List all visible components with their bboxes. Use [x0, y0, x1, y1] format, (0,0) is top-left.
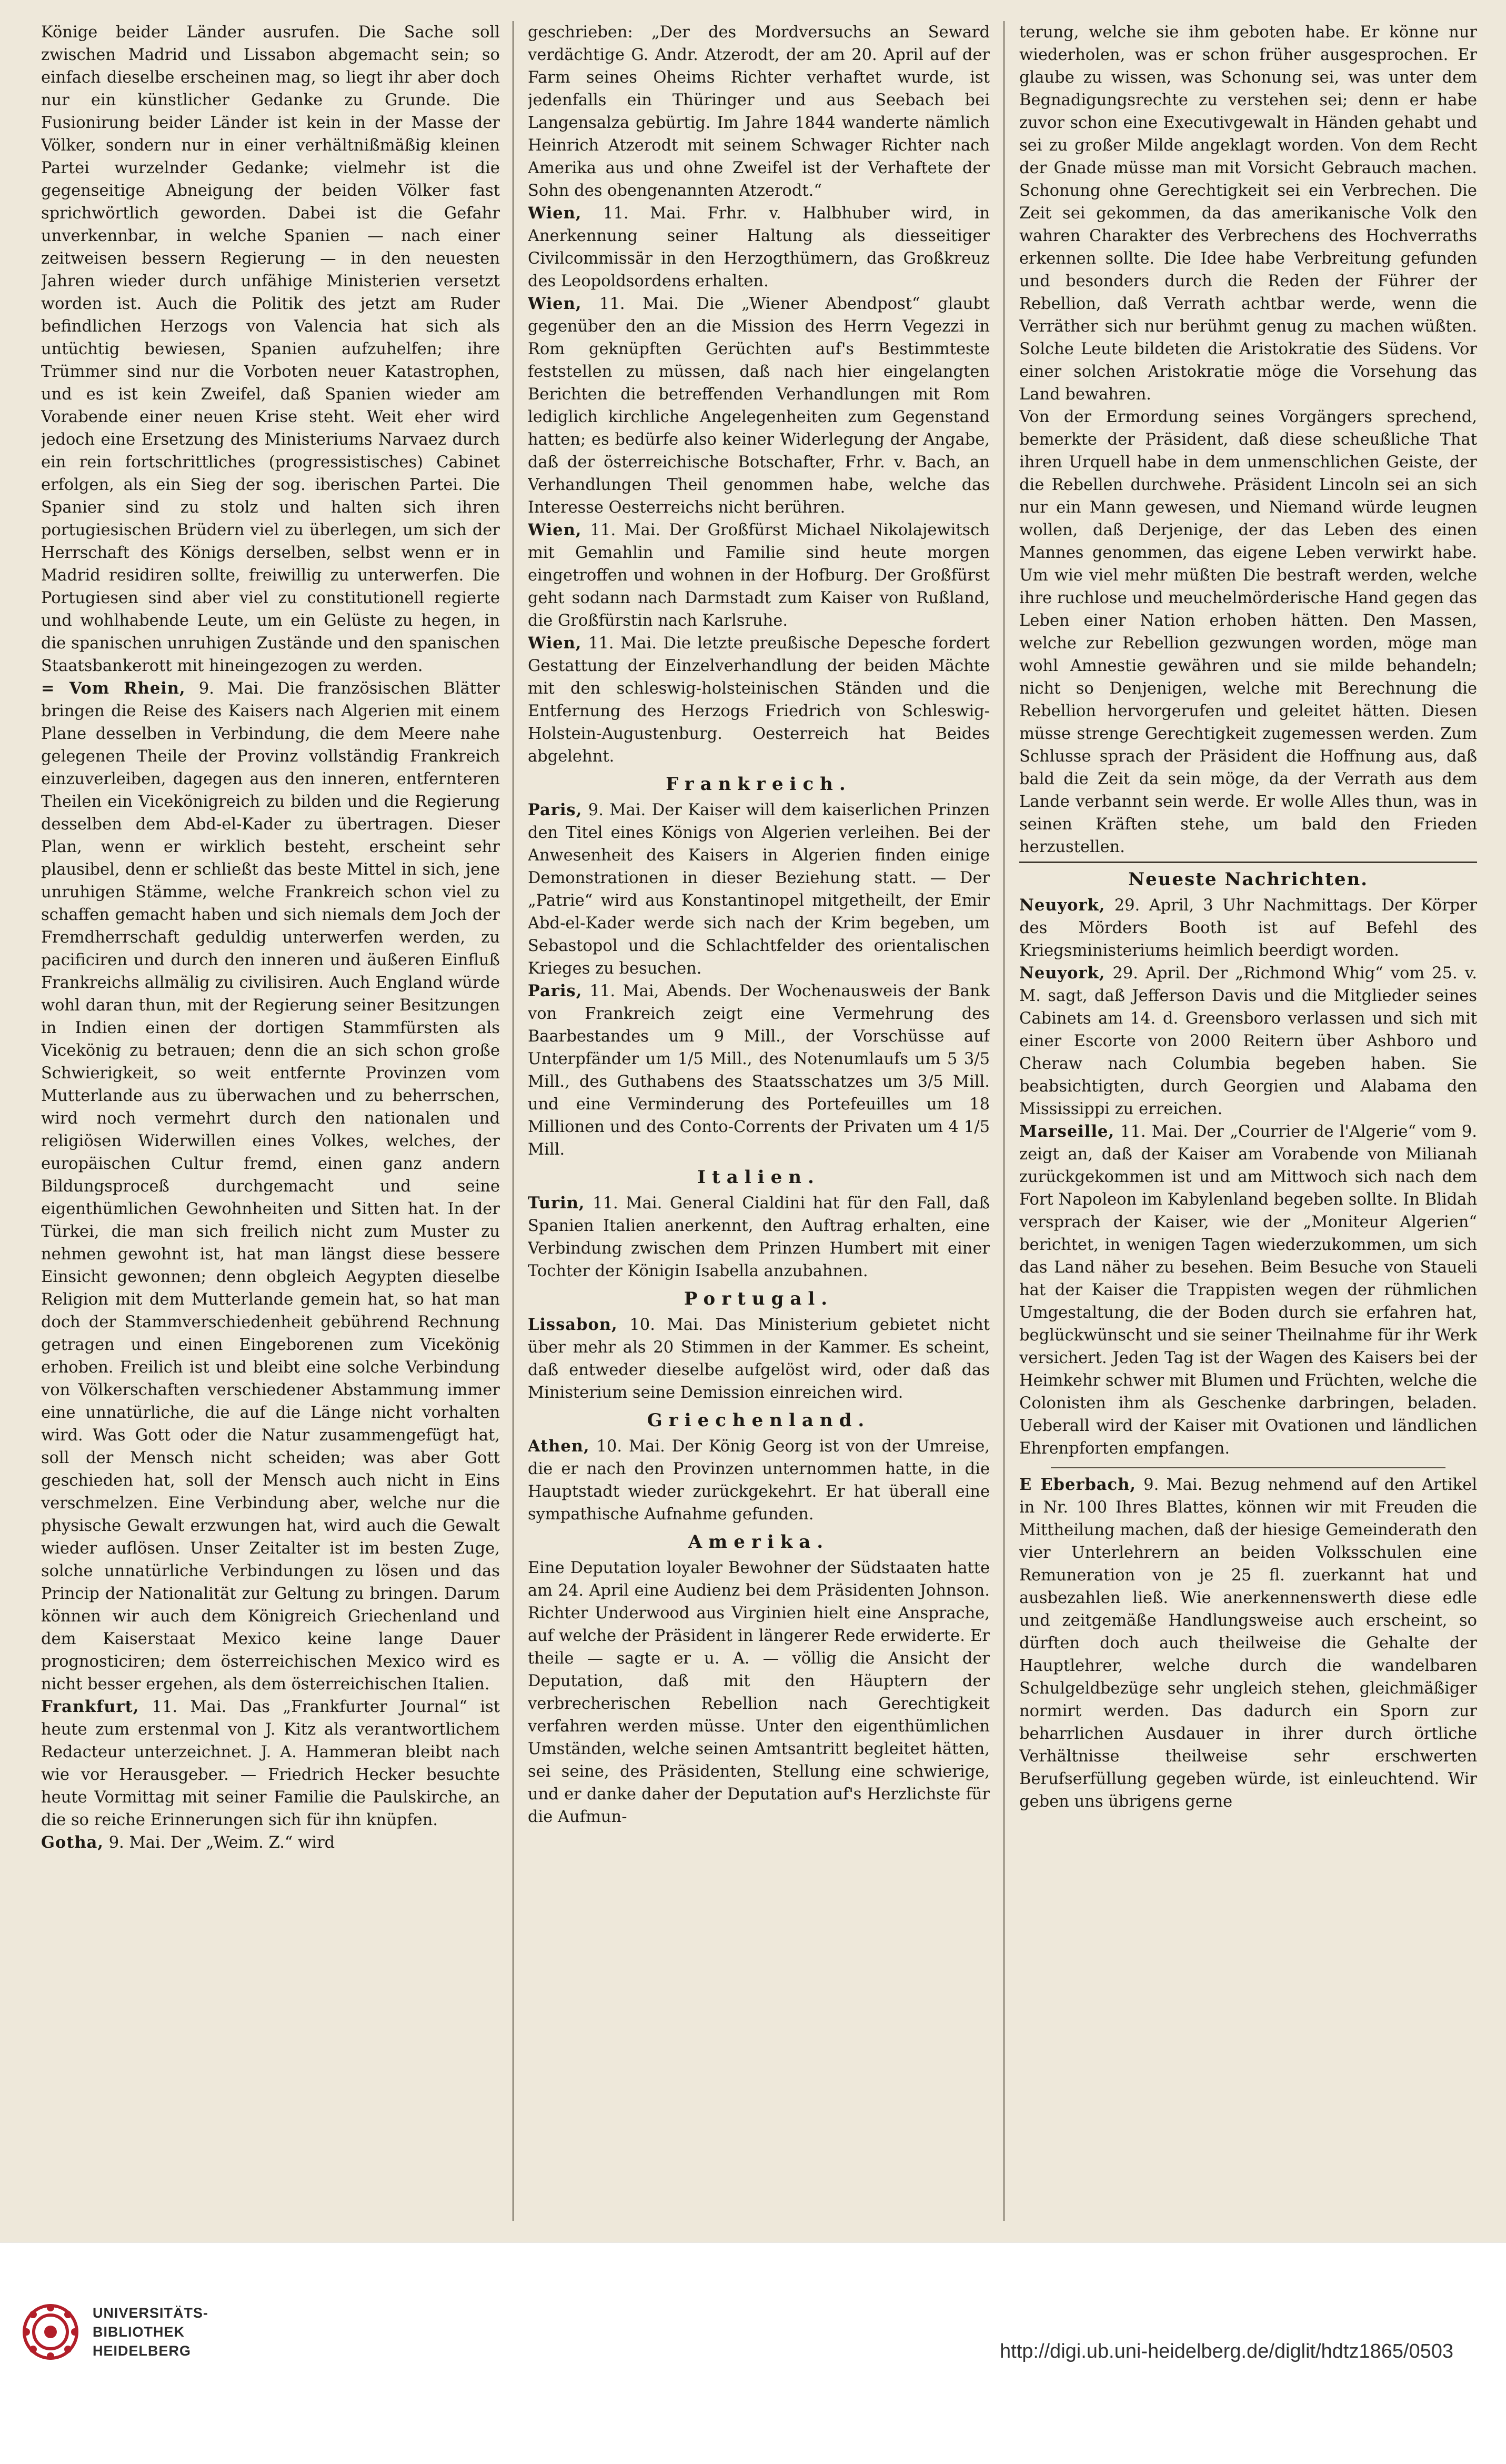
dateline: Paris,	[528, 981, 583, 1000]
dateline: Wien,	[528, 294, 582, 313]
article-text: 11. Mai. Die „Wiener Abendpost“ glaubt gegenüber den an die Mission des Herrn Vegezzi in Rom geknüpften Gerüchten auf's Bestimmteste feststellen zu müssen, daß nach hier eingelangten Berichten die betreffenden Verhandlungen mit Rom lediglich kirchliche Angelegenheiten zum Gegenstand hatten; es bedürfe also keiner Widerlegung der Angabe, daß der österreichische Botschafter, Frhr. v. Bach, an Verhandlungen Theil genommen habe, welche das Interesse Oesterreichs nicht berühren.	[528, 295, 990, 517]
article-text: 29. April, 3 Uhr Nachmittags. Der Körper des Mörders Booth ist auf Befehl des Kriegsministeriums heimlich beerdigt worden.	[1019, 896, 1477, 960]
article-paragraph	[1019, 962, 1477, 1120]
article-paragraph	[41, 1696, 500, 1831]
article-paragraph	[41, 21, 500, 677]
dateline: Wien,	[528, 520, 582, 539]
dateline: Gotha,	[41, 1833, 104, 1852]
article-paragraph	[528, 1557, 990, 1828]
library-name-line: BIBLIOTHEK	[93, 2324, 185, 2340]
article-paragraph	[528, 21, 990, 202]
article-text: Von der Ermordung seines Vorgängers sprechend, bemerkte der Präsident, daß diese scheußliche That ihren Urquell habe in dem unmenschlichen Geiste, der die Rebellen durchwehe. Präsident Lincoln sei an sich nur ein Mann gewesen, und Niemand würde leugnen wollen, daß Derjenige, der das Leben des einen Mannes genommen, das eigene Leben verwirkt habe. Um wie viel mehr müßten Die bestraft werden, welche ihre ruchlose und meuchelmörderische Hand gegen das Leben einer Nation erhoben hätten. Den Massen, welche zur Rebellion gezwungen worden, möge man wohl Amnestie gewähren und sie milde behandeln; nicht so Denjenigen, welche mit Berechnung die Rebellion hervorgerufen und geleitet hätten. Diesen müsse strenge Gerechtigkeit zugemessen werden. Zum Schlusse sprach der Präsident die Hoffnung aus, daß bald die Zeit da sein möge, da der Verrath aus dem Lande verbannt sein werde. Er wolle Alles thun, was in seinen Kräften stehe, um bald den Frieden herzustellen.	[1019, 408, 1477, 856]
article-text: 11. Mai. General Cialdini hat für den Fall, daß Spanien Italien anerkennt, den Auftrag erhalten, eine Verbindung zwischen dem Prinzen Humbert mit einer Tochter der Königin Isabella anzubahnen.	[528, 1194, 990, 1280]
article-text: 11. Mai. Frhr. v. Halbhuber wird, in Anerkennung seiner Haltung als diesseitiger Civilcommissär in den Herzogthümern, das Großkreuz des Leopoldsordens erhalten.	[528, 204, 990, 291]
article-text: 11. Mai, Abends. Der Wochenausweis der Bank von Frankreich zeigt eine Vermehrung des Baarbestandes um 9 Mill., der Vorschüsse auf Unterpfänder um 1/5 Mill., des Notenumlaufs um 5 3/5 Mill., des Guthabens des Staatsschatzes um 3/5 Mill. und eine Verminderung des Portefeuilles um 18 Millionen und des Conto-Corrents der Privaten um 4 1/5 Mill.	[528, 982, 990, 1159]
column-divider	[513, 21, 514, 2221]
article-paragraph	[1019, 406, 1477, 858]
dateline: Athen,	[528, 1437, 590, 1456]
section-heading: Griechenland.	[647, 1410, 871, 1431]
dateline: Marseille,	[1019, 1122, 1115, 1141]
article-text: 9. Mai. Der „Weim. Z.“ wird	[104, 1834, 335, 1852]
library-name	[93, 2303, 208, 2360]
article-paragraph	[41, 677, 500, 1696]
dateline: Lissabon,	[528, 1315, 618, 1334]
article-paragraph	[1019, 894, 1477, 962]
article-paragraph	[1019, 21, 1477, 406]
article-paragraph	[1019, 1474, 1477, 1813]
section-heading: Amerika.	[688, 1531, 830, 1552]
article-paragraph	[41, 1831, 500, 1854]
article-paragraph	[528, 632, 990, 768]
article-text: 29. April. Der „Richmond Whig“ vom 25. v. M. sagt, daß Jefferson Davis und die Mitglieder seines Cabinets am 14. d. Greensboro verlassen und sich mit einer Escorte von 2000 Reitern über Ashboro und Cheraw nach Columbia begeben haben. Sie beabsichtigten, durch Georgien und Alabama den Mississippi zu erreichen.	[1019, 964, 1477, 1118]
article-text: 9. Mai. Die französischen Blätter bringen die Reise des Kaisers nach Algerien mit einem Plane desselben in Verbindung, die dem Meere nahe gelegenen Theile der Provinz vollständig Frankreich einzuverleiben, dagegen aus den inneren, entfernteren Theilen ein Vicekönigreich zu bilden und die Regierung desselben dem Abd-el-Kader zu übertragen. Dieser Plan, wenn er wirklich besteht, erscheint sehr plausibel, denn er schließt das beste Mittel in sich, jene unruhigen Stämme, welche Frankreich schon viel zu schaffen gemacht haben und sich niemals dem Joch der Fremdherrschaft geduldig unterwerfen werden, zu pacificiren und durch den inneren und äußeren Einfluß Frankreichs allmälig zu civilisiren. Auch England würde wohl daran thun, mit der Regierung seiner Besitzungen in Indien einen der dortigen Stammfürsten als Vicekönig zu betrauen; denn die an sich schon große Schwierigkeit, so weit entfernte Provinzen vom Mutterlande aus zu überwachen und zu beherrschen, wird noch vermehrt durch den nationalen und religiösen Widerwillen eines Volkes, welches, der europäischen Cultur fremd, einen ganz andern Bildungsproceß durchgemacht und seine eigenthümlichen Gewohnheiten und Sitten hat. In der Türkei, die man sich freilich nicht zum Muster zu nehmen gewohnt ist, hat man längst diese bessere Einsicht gewonnen; denn obgleich Aegypten dieselbe Religion mit dem Mutterlande gemein hat, so hat man doch der Stammverschiedenheit gebührend Rechnung getragen und einen Eingeborenen zum Vicekönig erhoben. Freilich ist und bleibt eine solche Verbindung von Völkerschaften verschiedener Abstammung immer eine unnatürliche, die auf die Länge nicht vorhalten wird. Was Gott oder die Natur zusammengefügt hat, soll der Mensch nicht scheiden; was aber Gott geschieden hat, soll der Mensch auch nicht in Eins verschmelzen. Eine Verbindung aber, welche nur die physische Gewalt erzwungen hat, wird auch die Gewalt wieder auflösen. Unser Zeitalter ist im besten Zuge, solche unnatürliche Verbindungen zu lösen und das Princip der Nationalität zur Geltung zu bringen. Darum können wir auch dem Königreich Griechenland und dem Kaiserstaat Mexico keine lange Dauer prognosticiren; dem österreichischen Mexico wird es nicht besser ergehen, als dem österreichischen Italien.	[41, 679, 500, 1694]
dateline: Turin,	[528, 1194, 585, 1213]
column-1	[41, 21, 500, 2226]
article-paragraph	[528, 202, 990, 293]
dateline: Wien,	[528, 204, 582, 223]
dateline: Neuyork,	[1019, 964, 1106, 983]
section-heading: Italien.	[697, 1167, 820, 1188]
article-text: 9. Mai. Der Kaiser will dem kaiserlichen Prinzen den Titel eines Königs von Algerien verleihen. Bei der Anwesenheit des Kaisers in Algerien finden einige Demonstrationen in dieser Beziehung statt. — Der „Patrie“ wird aus Konstantinopel mitgetheilt, der Emir Abd-el-Kader werde sich nach der Krim begeben, um Sebastopol und die Schlachtfelder des orientalischen Krieges zu besuchen.	[528, 801, 990, 978]
library-name-line: UNIVERSITÄTS-	[93, 2305, 209, 2321]
section-heading: Neueste Nachrichten.	[1128, 869, 1369, 890]
dateline: Neuyork,	[1019, 896, 1106, 915]
column-2	[528, 21, 990, 2226]
article-text: 9. Mai. Bezug nehmend auf den Artikel in Nr. 100 Ihres Blattes, können wir mit Freuden die Mittheilung machen, daß der hiesige Gemeinderath den vier Unterlehrern an beiden Volksschulen eine Remuneration von je 25 fl. zuerkannt hat und ausbezahlen ließ. Wie anerkennenswerth diese edle und zeitgemäße Handlungsweise auch erscheint, so dürften doch auch theilweise die Gehalte der Hauptlehrer, welche durch die wandelbaren Schulgeldbezüge sehr ungleich stehen, gleichmäßiger normirt werden. Das dadurch ein Sporn zur beharrlichen Ausdauer in ihrer durch örtliche Verhältnisse theilweise sehr erschwerten Berufserfüllung gegeben würde, ist einleuchtend. Wir geben uns übrigens gerne	[1019, 1476, 1477, 1811]
article-text: geschrieben: „Der des Mordversuchs an Seward verdächtige G. Andr. Atzerodt, der am 20. April auf der Farm seines Oheims Richter verhaftet wurde, ist jedenfalls ein Thüringer und aus Seebach bei Langensalza gebürtig. Im Jahre 1844 wanderte nämlich Heinrich Atzerodt mit seinem Schwager Richter nach Amerika aus und ohne Zweifel ist der Verhaftete der Sohn des obengenannten Atzerodt.“	[528, 23, 990, 200]
footer-bar	[0, 2242, 1506, 2464]
article-paragraph	[528, 980, 990, 1161]
article-text: 11. Mai. Das „Frankfurter Journal“ ist heute zum erstenmal von J. Kitz als verantwortlichem Redacteur unterzeichnet. J. A. Hammeran bleibt nach wie vor Herausgeber. — Friedrich Hecker besuchte heute Vormittag mit seiner Familie die Paulskirche, an die so reiche Erinnerungen sich für ihn knüpfen.	[41, 1698, 500, 1829]
library-name-line: HEIDELBERG	[93, 2343, 192, 2359]
dateline: E Eberbach,	[1019, 1475, 1136, 1494]
dateline: Paris,	[528, 800, 583, 819]
university-seal-icon	[19, 2300, 82, 2363]
column-divider	[1003, 21, 1005, 2221]
dateline: Frankfurt,	[41, 1697, 139, 1716]
section-heading: Portugal.	[684, 1288, 834, 1309]
dateline: Wien,	[528, 634, 582, 653]
article-paragraph	[528, 1435, 990, 1526]
section-heading: Frankreich.	[666, 774, 852, 795]
article-paragraph	[528, 1314, 990, 1404]
dateline: = Vom Rhein,	[41, 679, 186, 698]
article-text: 11. Mai. Der „Courrier de l'Algerie“ vom 9. zeigt an, daß der Kaiser am Vorabende von Milianah zurückgekommen ist und am Mittwoch sich nach dem Fort Napoleon im Kabylenland begeben sollte. In Blidah versprach der Kaiser, wie der „Moniteur Algerien“ berichtet, in wenigen Tagen wiederzukommen, um sich das Land näher zu besehen. Beim Besuche von Staueli hat der Kaiser die Trappisten wegen der rühmlichen Umgestaltung, die der Boden durch sie erfahren hat, beglückwünscht und sie seiner Theilnahme für ihr Werk versichert. Jeden Tag ist der Wagen des Kaisers bei der Heimkehr schwer mit Blumen und Früchten, welche die Colonisten ihm als Geschenke darbringen, beladen. Ueberall wird der Kaiser mit Ovationen und ländlichen Ehrenpforten empfangen.	[1019, 1123, 1477, 1458]
article-text: terung, welche sie ihm geboten habe. Er könne nur wiederholen, was er schon früher ausgesprochen. Er glaube zu wissen, was Schonung sei, was unter dem Begnadigungsrechte zu verstehen sei; denn er habe zuvor schon eine Executivgewalt in Händen gehabt und sei zu großer Milde angeklagt worden. Von dem Recht der Gnade müsse man mit Vorsicht Gebrauch machen. Schonung ohne Gerechtigkeit sei ein Verbrechen. Die Zeit sei gekommen, da das amerikanische Volk den wahren Charakter des Verbrechens des Hochverraths erkennen sollte. Die Idee habe Verbreitung gefunden und besonders durch die Reden der Führer der Rebellion, daß Verrath achtbar werde, wenn die Verräther sich nur berühmt genug zu machen wüßten. Solche Leute bildeten die Aristokratie des Südens. Vor einer solchen Aristokratie möge die Vorsehung das Land bewahren.	[1019, 23, 1477, 404]
column-3	[1019, 21, 1477, 2226]
permalink[interactable]: http://digi.ub.uni-heidelberg.de/diglit/hdtz1865/0503	[1000, 2340, 1453, 2362]
article-text: 11. Mai. Die letzte preußische Depesche fordert Gestattung der Einzelverhandlung der beiden Mächte mit den schleswig-holsteinischen Ständen und die Entfernung des Herzogs Friedrich von Schleswig-Holstein-Augustenburg. Oesterreich hat Beides abgelehnt.	[528, 634, 990, 766]
article-paragraph	[528, 799, 990, 980]
article-text: 11. Mai. Der Großfürst Michael Nikolajewitsch mit Gemahlin und Familie sind heute morgen eingetroffen und wohnen in der Hofburg. Der Großfürst geht sodann nach Darmstadt zum Kaiser von Rußland, die Großfürstin nach Karlsruhe.	[528, 521, 990, 630]
article-paragraph	[528, 1192, 990, 1283]
article-paragraph	[1019, 1120, 1477, 1460]
divider	[1019, 862, 1477, 863]
article-text: 10. Mai. Das Ministerium gebietet nicht über mehr als 20 Stimmen in der Kammer. Es scheint, daß entweder dieselbe aufgelöst wird, oder daß das Ministerium seine Demission einreichen wird.	[528, 1316, 990, 1402]
article-paragraph	[528, 519, 990, 632]
article-text: Könige beider Länder ausrufen. Die Sache soll zwischen Madrid und Lissabon abgemacht sein; so einfach dieselbe erscheinen mag, so liegt ihr aber doch nur ein künstlicher Gedanke zu Grunde. Die Fusionirung beider Länder ist kein in der Masse der Völker, sondern nur in einer verhältnißmäßig kleinen Partei wurzelnder Gedanke; vielmehr ist die gegenseitige Abneigung der beiden Völker fast sprichwörtlich geworden. Dabei ist die Gefahr unverkennbar, in welche Spanien — nach einer zeitweisen bessern Regierung — in den neuesten Jahren wieder durch unfähige Ministerien versetzt worden ist. Auch die Politik des jetzt am Ruder befindlichen Herzogs von Valencia hat sich als untüchtig bewiesen, Spanien aufzuhelfen; ihre Trümmer sind nur die Vorboten neuer Katastrophen, und es ist kein Zweifel, daß Spanien wieder am Vorabende einer neuen Krise steht. Weit eher wird jedoch eine Ersetzung des Ministeriums Narvaez durch ein rein fortschrittliches (progressistisches) Cabinet erfolgen, als ein Sieg der sog. iberischen Partei. Die Spanier sind zu stolz und halten sich ihren portugiesischen Brüdern viel zu überlegen, um sich der Herrschaft des Königs derselben, selbst wenn er in Madrid residiren sollte, freiwillig zu unterwerfen. Die Portugiesen sind aber viel zu constitutionell regierte und wohlhabende Leute, um ein Gelüste zu hegen, in die spanischen unruhigen Zustände und den spanischen Staatsbankerott mit hineingezogen zu werden.	[41, 23, 500, 675]
article-text: Eine Deputation loyaler Bewohner der Südstaaten hatte am 24. April eine Audienz bei dem Präsidenten Johnson. Richter Underwood aus Virginien hielt eine Ansprache, auf welche der Präsident in längerer Rede erwiderte. Er theile — sagte er u. A. — völlig die Ansicht der Deputation, daß mit den Häuptern der verbrecherischen Rebellion nach Gerechtigkeit verfahren werden müsse. Unter den eigenthümlichen Umständen, welche seinen Amtsantritt begleitet hätten, sei seine, des Präsidenten, Stellung eine schwierige, und er danke daher der Deputation auf's Herzlichste für die Aufmun-	[528, 1559, 990, 1826]
article-text: 10. Mai. Der König Georg ist von der Umreise, die er nach den Provinzen unternommen hatte, in die Hauptstadt wieder zurückgekehrt. Er hat überall eine sympathische Aufnahme gefunden.	[528, 1437, 990, 1524]
article-paragraph	[528, 293, 990, 519]
divider	[1051, 1467, 1445, 1468]
